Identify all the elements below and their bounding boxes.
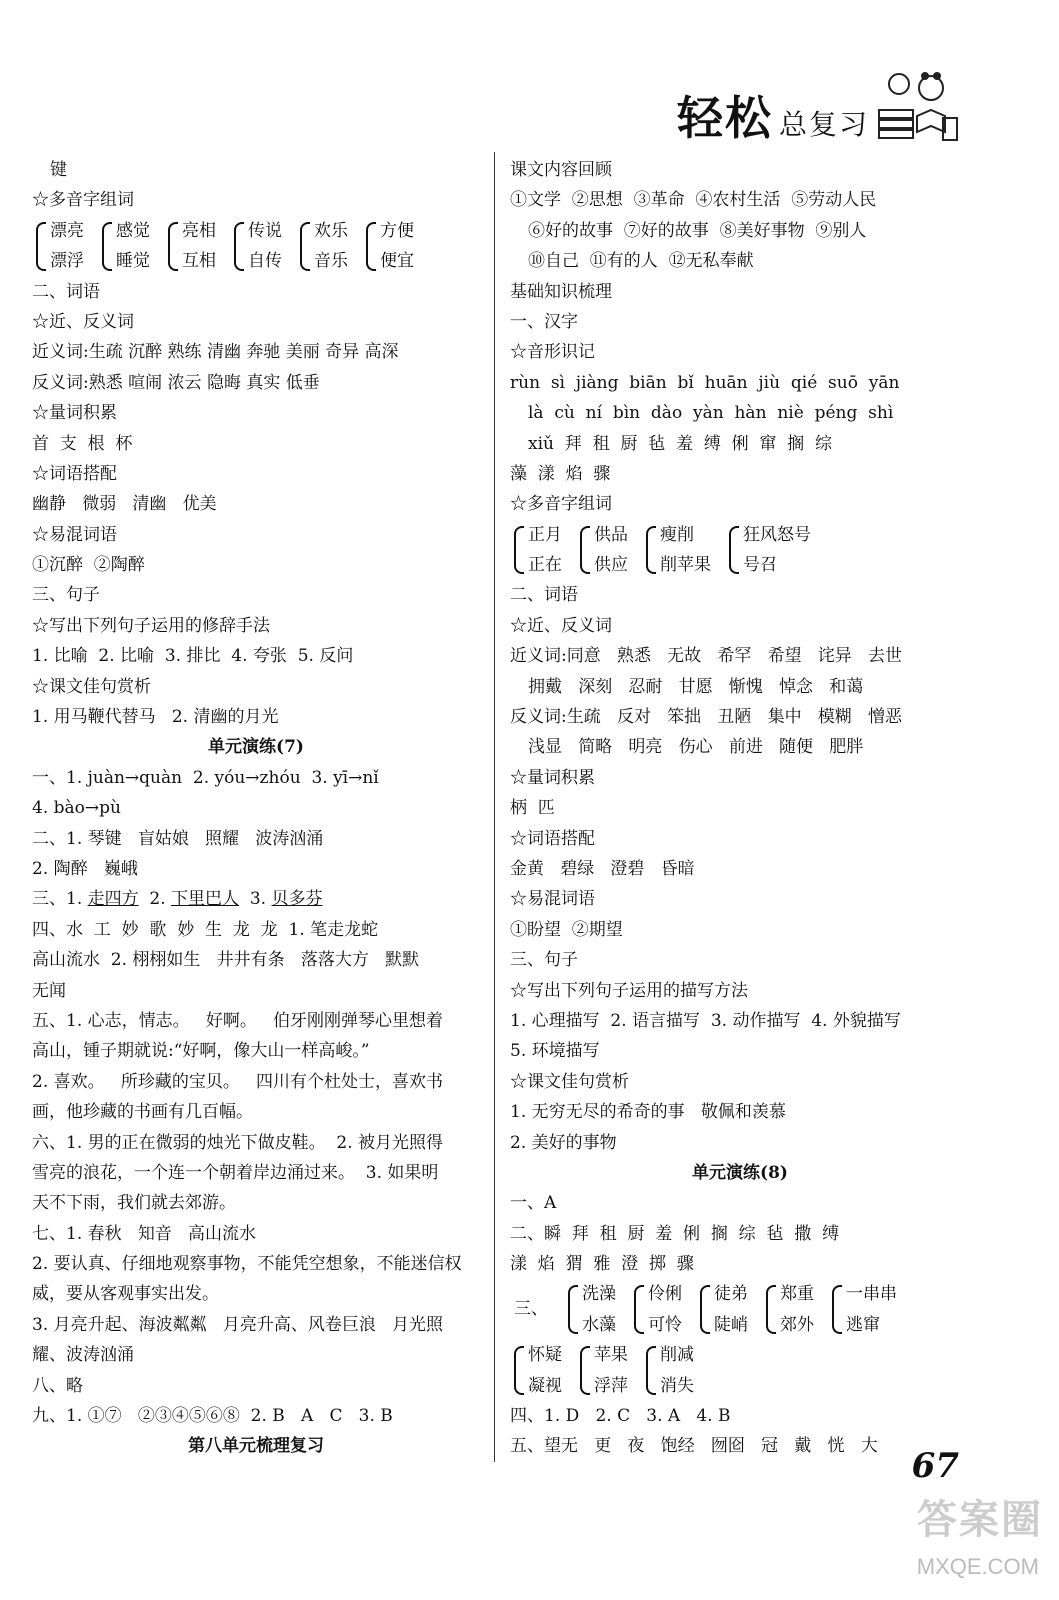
word: 感觉 — [116, 220, 150, 241]
word: 欢乐 — [314, 220, 348, 241]
unit-exercise-title: 单元演练(7) — [208, 737, 304, 758]
section-heading: ☆易混词语 — [510, 889, 595, 910]
brace-icon — [700, 1285, 710, 1334]
word: 郑重 — [780, 1284, 814, 1305]
text-line: 1. 比喻 2. 比喻 3. 排比 4. 夸张 5. 反问 — [32, 646, 354, 667]
text: 3. — [239, 889, 272, 910]
text-line: 2. 要认真、仔细地观察事物，不能凭空想象，不能迷信权 — [32, 1254, 462, 1275]
section-heading: 三、句子 — [510, 950, 578, 971]
text-line: 近义词:生疏 沉醉 熟练 清幽 奔驰 美丽 奇异 高深 — [32, 342, 399, 363]
text-line: 六、1. 男的正在微弱的烛光下做皮鞋。 2. 被月光照得 — [32, 1132, 444, 1153]
word: 洗澡 — [582, 1284, 616, 1305]
polyphone-group-left — [36, 216, 480, 277]
word-pair — [568, 1279, 616, 1340]
unit-exercise-title: 单元演练(8) — [692, 1162, 788, 1183]
word-pair — [646, 520, 711, 581]
word-pair — [634, 1279, 682, 1340]
text-line: 近义词:同意 熟悉 无故 希罕 希望 诧异 去世 — [510, 646, 902, 667]
word: 瘦削 — [660, 524, 694, 545]
text-line: 一、A — [510, 1193, 557, 1214]
brace-icon — [514, 1346, 524, 1395]
word-pair — [36, 216, 84, 277]
word: 音乐 — [314, 251, 348, 272]
text-line: 二、1. 琴键 盲姑娘 照耀 波涛汹涌 — [32, 828, 324, 849]
question-label: 三、 — [514, 1299, 548, 1320]
text-line: 耀、波涛汹涌 — [32, 1345, 134, 1366]
section-heading: 一、汉字 — [510, 311, 578, 332]
word: 苹果 — [594, 1345, 628, 1366]
section-heading: 课文内容回顾 — [510, 160, 612, 180]
pinyin-line: là cù ní bìn dào yàn hàn niè péng shì — [528, 403, 894, 424]
book-title — [677, 82, 869, 148]
brace-icon — [168, 222, 178, 271]
brace-icon — [102, 222, 112, 271]
section-heading: ☆音形识记 — [510, 342, 595, 363]
word-pair — [366, 216, 414, 277]
word: 陡峭 — [714, 1314, 748, 1335]
section-heading: ☆词语搭配 — [510, 828, 595, 849]
text-line: 天不下雨，我们就去郊游。 — [32, 1193, 236, 1214]
brace-icon — [580, 1346, 590, 1395]
text-line: 雪亮的浪花，一个连一个朝着岸边涌过来。 3. 如果明 — [32, 1162, 439, 1183]
word: 浮萍 — [594, 1375, 628, 1396]
word: 凝视 — [528, 1375, 562, 1396]
text-line: 一、1. juàn→quàn 2. yóu→zhóu 3. yī→nǐ — [32, 767, 379, 788]
word-pair — [700, 1279, 748, 1340]
word: 正月 — [528, 524, 562, 545]
brace-icon — [766, 1285, 776, 1334]
text-line: 无闻 — [32, 980, 66, 1001]
underlined-answer: 下里巴人 — [171, 889, 240, 910]
brace-icon — [234, 222, 244, 271]
underlined-answer: 贝多芬 — [271, 889, 323, 910]
section-heading: ☆课文佳句赏析 — [32, 676, 151, 697]
text-line: 二、瞬 拜 租 厨 羞 俐 搁 综 毡 撒 缚 — [510, 1223, 840, 1244]
text-line: 浅显 简略 明亮 伤心 前进 随便 肥胖 — [528, 737, 864, 758]
word: 亮相 — [182, 220, 216, 241]
word: 正在 — [528, 555, 562, 576]
word: 睡觉 — [116, 251, 150, 272]
text-line: 键 — [50, 160, 67, 180]
unit-review-title: 第八单元梳理复习 — [188, 1436, 324, 1457]
text-line: xiǔ 拜 租 厨 毡 羞 缚 俐 窜 搁 综 — [528, 433, 833, 454]
brace-icon — [580, 526, 590, 575]
text-line: 5. 环境描写 — [510, 1041, 600, 1062]
text-line: 3. 月亮升起、海波粼粼 月亮升高、风卷巨浪 月光照 — [32, 1314, 444, 1335]
polyphone-group-right — [514, 520, 970, 581]
text-line: 藻 漾 焰 骤 — [510, 463, 611, 484]
word-group-4 — [514, 1340, 970, 1401]
section-heading: ☆量词积累 — [510, 767, 595, 788]
brace-icon — [729, 526, 739, 575]
text-line — [32, 884, 480, 914]
text-line: 八、略 — [32, 1375, 83, 1396]
text-line: ⑩自己 ⑪有的人 ⑫无私奉献 — [528, 251, 754, 272]
text-line: 画，他珍藏的书画有几百幅。 — [32, 1102, 253, 1123]
book-title-main: 轻松 — [676, 91, 773, 145]
text-line: 高山，锺子期就说:“好啊，像大山一样高峻。” — [32, 1041, 370, 1062]
text-line: 反义词:生疏 反对 笨拙 丑陋 集中 模糊 憎恶 — [510, 707, 902, 728]
brace-icon — [646, 1346, 656, 1395]
word: 可怜 — [648, 1314, 682, 1335]
word: 削减 — [660, 1345, 694, 1366]
text-line: 首 支 根 杯 — [32, 433, 133, 454]
brace-icon — [366, 222, 376, 271]
text-line: ①文学 ②思想 ③革命 ④农村生活 ⑤劳动人民 — [510, 190, 877, 211]
page-number: 67 — [911, 1446, 959, 1486]
text-line: 漾 焰 猬 雅 澄 掷 骤 — [510, 1254, 694, 1275]
text-line: 2. 喜欢。 所珍藏的宝贝。 四川有个杜处士，喜欢书 — [32, 1071, 444, 1092]
word: 漂浮 — [50, 251, 84, 272]
section-heading: 二、词语 — [510, 585, 578, 606]
book-title-sub: 总复习 — [778, 108, 869, 141]
text-line: 威，要从客观事实出发。 — [32, 1284, 219, 1305]
section-heading: ☆量词积累 — [32, 403, 117, 424]
word-pair — [234, 216, 282, 277]
brace-icon — [634, 1285, 644, 1334]
section-heading: ☆词语搭配 — [32, 463, 117, 484]
text-line: 五、望无 更 夜 饱经 囫囵 冠 戴 恍 大 — [510, 1436, 878, 1457]
text-line: 七、1. 春秋 知音 高山流水 — [32, 1223, 257, 1244]
text-line: 柄 匹 — [510, 798, 555, 819]
brace-icon — [300, 222, 310, 271]
pinyin-line: rùn sì jiàng biān bǐ huān jiù qié suō yān — [510, 372, 900, 393]
word-pair — [729, 520, 811, 581]
column-divider — [494, 152, 495, 1462]
text-line: 1. 用马鞭代替马 2. 清幽的月光 — [32, 707, 279, 728]
brace-icon — [646, 526, 656, 575]
watermark-url: MXQE.COM — [916, 1554, 1039, 1579]
text-line: 九、1. ①⑦ ②③④⑤⑥⑧ 2. B A C 3. B — [32, 1406, 393, 1427]
word: 供品 — [594, 524, 628, 545]
word-pair — [514, 1340, 562, 1401]
word: 伶俐 — [648, 1284, 682, 1305]
text-line: 2. 陶醉 巍峨 — [32, 859, 138, 879]
text-line: 拥戴 深刻 忍耐 甘愿 惭愧 悼念 和蔼 — [528, 676, 864, 697]
brace-icon — [832, 1285, 842, 1334]
reading-kids-illustration — [869, 66, 959, 146]
brace-icon — [568, 1285, 578, 1334]
section-heading: ☆写出下列句子运用的修辞手法 — [32, 615, 270, 636]
word: 消失 — [660, 1375, 694, 1396]
word: 供应 — [594, 555, 628, 576]
section-heading: ☆易混词语 — [32, 524, 117, 545]
section-heading: ☆多音字组词 — [510, 494, 612, 515]
text-line: ⑥好的故事 ⑦好的故事 ⑧美好事物 ⑨别人 — [528, 220, 867, 241]
word: 徒弟 — [714, 1284, 748, 1305]
text: 三、1. — [32, 889, 88, 910]
text-line: 四、1. D 2. C 3. A 4. B — [510, 1406, 731, 1427]
word: 怀疑 — [528, 1345, 562, 1366]
section-heading: ☆写出下列句子运用的描写方法 — [510, 980, 748, 1001]
word: 自传 — [248, 251, 282, 272]
word-pair — [832, 1279, 897, 1340]
right-column — [510, 155, 970, 1462]
text-line: 高山流水 2. 栩栩如生 井井有条 落落大方 默默 — [32, 950, 420, 971]
section-heading: ☆多音字组词 — [32, 190, 134, 211]
text-line: 四、水 工 妙 歌 妙 生 龙 龙 1. 笔走龙蛇 — [32, 919, 379, 940]
text-line: 2. 美好的事物 — [510, 1132, 617, 1153]
word-pair — [646, 1340, 694, 1401]
section-heading: 基础知识梳理 — [510, 281, 612, 302]
word-pair — [102, 216, 150, 277]
word: 号召 — [743, 555, 777, 576]
word: 郊外 — [780, 1314, 814, 1335]
word: 一串串 — [846, 1284, 897, 1305]
text-line: ①盼望 ②期望 — [510, 919, 623, 940]
section-heading: ☆课文佳句赏析 — [510, 1071, 629, 1092]
text-line: ①沉醉 ②陶醉 — [32, 555, 145, 576]
text-line: 五、1. 心志，情志。 好啊。 伯牙刚刚弹琴心里想着 — [32, 1010, 444, 1031]
word: 水藻 — [582, 1314, 616, 1335]
word-pair — [168, 216, 216, 277]
word: 方便 — [380, 220, 414, 241]
word: 狂风怒号 — [743, 524, 811, 545]
brace-icon — [36, 222, 46, 271]
text-line: 金黄 碧绿 澄碧 昏暗 — [510, 859, 695, 879]
word: 便宜 — [380, 251, 414, 272]
text-line: 1. 心理描写 2. 语言描写 3. 动作描写 4. 外貌描写 — [510, 1010, 901, 1031]
word: 互相 — [182, 251, 216, 272]
section-heading: ☆近、反义词 — [32, 311, 134, 332]
underlined-answer: 走四方 — [87, 889, 139, 910]
word-pair — [580, 520, 628, 581]
word: 传说 — [248, 220, 282, 241]
word: 漂亮 — [50, 220, 84, 241]
word-group-3 — [514, 1279, 970, 1340]
word-pair — [580, 1340, 628, 1401]
text-line: 幽静 微弱 清幽 优美 — [32, 494, 217, 515]
watermark-logo: 答案圈 — [917, 1498, 1043, 1542]
text: 2. — [138, 889, 172, 910]
section-heading: 二、词语 — [32, 281, 100, 302]
brace-icon — [514, 526, 524, 575]
word: 逃窜 — [846, 1314, 880, 1335]
word: 削苹果 — [660, 555, 711, 576]
text-line: 4. bào→pù — [32, 798, 121, 819]
section-heading: ☆近、反义词 — [510, 615, 612, 636]
text-line: 反义词:熟悉 喧闹 浓云 隐晦 真实 低垂 — [32, 372, 320, 393]
word-pair — [766, 1279, 814, 1340]
left-column — [32, 155, 480, 1462]
word-pair — [514, 520, 562, 581]
section-heading: 三、句子 — [32, 585, 100, 606]
text-line: 1. 无穷无尽的希奇的事 敬佩和羡慕 — [510, 1102, 786, 1123]
word-pair — [300, 216, 348, 277]
